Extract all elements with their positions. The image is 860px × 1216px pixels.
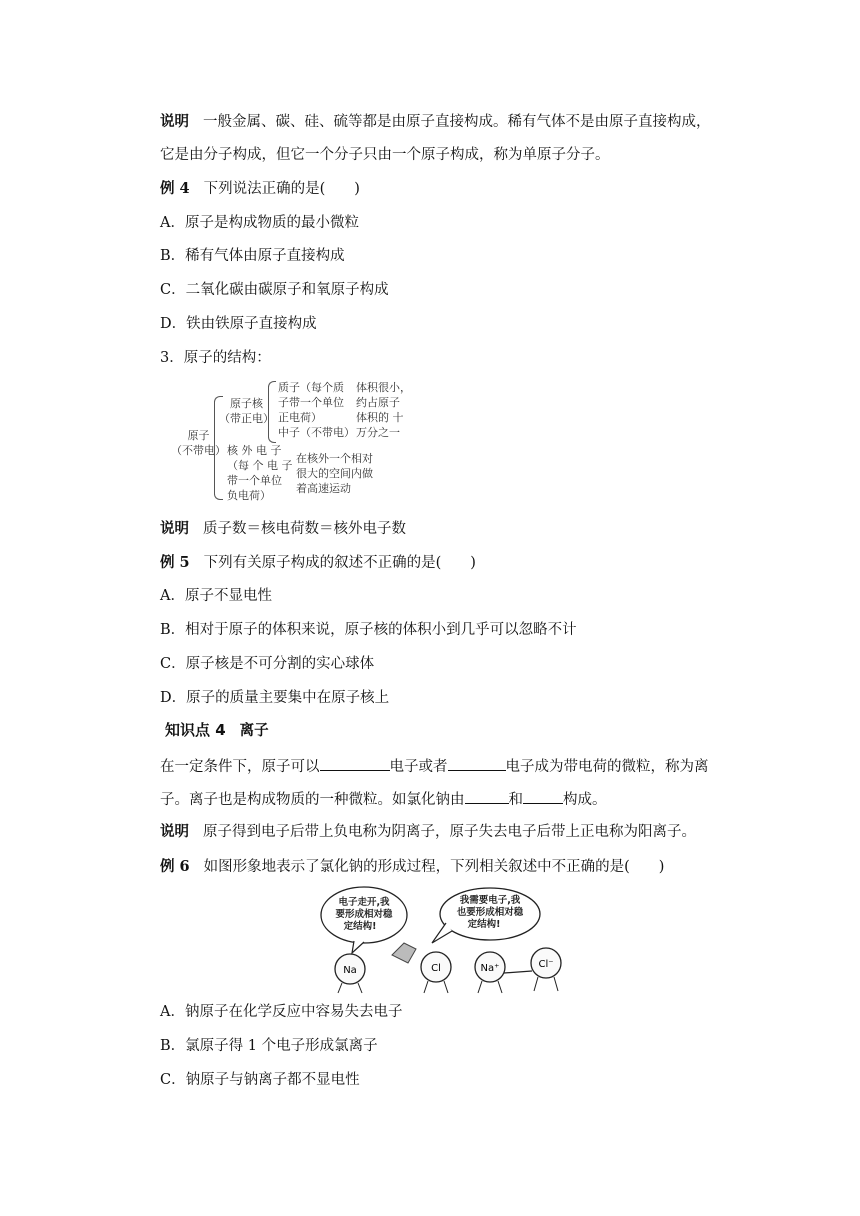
note-label: 说明 [160, 520, 189, 537]
ion-sodium [475, 952, 505, 993]
example4-option-c: C．二氧化碳由碳原子和氧原子构成 [160, 282, 389, 298]
example4-option-a: A．原子是构成物质的最小微粒 [160, 215, 359, 231]
ion-chlorine [531, 948, 561, 991]
knowledge-point-heading [165, 720, 269, 741]
example-label: 例 6 [160, 858, 190, 875]
diagram-atom: 原子 （不带电） [171, 429, 226, 457]
example-label: 例 5 [160, 554, 190, 571]
example6-option-c: C．钠原子与钠离子都不显电性 [160, 1072, 360, 1088]
bubble-left-line1: 电子走开,我 [338, 897, 390, 908]
example5-option-a: A．原子不显电性 [160, 588, 272, 604]
electron-wing [392, 943, 416, 963]
example4-option-d: D．铁由铁原子直接构成 [160, 316, 317, 332]
ball-label-cl-ion: Cl⁻ [538, 959, 554, 970]
example-question: 如图形象地表示了氯化钠的形成过程，下列相关叙述中不正确的是( ) [203, 859, 665, 875]
ball-label-na: Na [343, 965, 357, 976]
ball-label-cl: Cl [431, 963, 441, 974]
note-label: 说明 [160, 113, 189, 130]
note-text: 质子数＝核电荷数＝核外电子数 [203, 521, 406, 537]
diagram-electron-note: 在核外一个相对 很大的空间内做 着高速运动 [296, 452, 373, 495]
ion-paragraph-line2: 子。离子也是构成物质的一种微粒。如氯化钠由 和 构成。 [160, 789, 607, 810]
diagram-electron: 核 外 电 子 （每 个 电 子 带一个单位 负电荷） [227, 444, 293, 502]
fill-blank[interactable] [465, 789, 509, 804]
example6-question-line [160, 857, 664, 877]
atom-sodium [335, 954, 365, 993]
intro-note-line1 [160, 112, 711, 132]
diagram-neutron: 中子（不带电） [278, 426, 355, 439]
bubble-left-line2: 要形成相对稳 [335, 909, 393, 920]
note3-line [160, 822, 696, 842]
note-text: 原子得到电子后带上负电称为阴离子，原子失去电子后带上正电称为阳离子。 [203, 824, 696, 840]
example6-option-a: A．钠原子在化学反应中容易失去电子 [160, 1004, 403, 1020]
example-question: 下列有关原子构成的叙述不正确的是( ) [203, 555, 476, 571]
bubble-right-line2: 也要形成相对稳 [456, 907, 524, 918]
example5-option-d: D．原子的质量主要集中在原子核上 [160, 690, 390, 706]
fill-blank[interactable] [320, 756, 390, 771]
note-text: 一般金属、碳、硅、硫等都是由原子直接构成。稀有气体不是由原子直接构成， [203, 114, 711, 130]
nacl-formation-illustration [318, 883, 578, 995]
example-label: 例 4 [160, 180, 190, 197]
knowledge-title: 离子 [239, 722, 269, 739]
diagram-proton: 质子（每个质 子带一个单位 正电荷） 中子（不带电） [278, 381, 355, 439]
atom-chlorine [421, 952, 451, 993]
intro-note-line2: 它是由分子构成，但它一个分子只由一个原子构成，称为单原子分子。 [160, 147, 610, 163]
example6-option-b: B．氯原子得 1 个电子形成氯离子 [160, 1038, 378, 1054]
example-question: 下列说法正确的是( ) [203, 181, 360, 197]
bubble-right-line1: 我需要电子,我 [459, 895, 521, 906]
diagram-brace-nucleus [268, 381, 276, 443]
example5-option-c: C．原子核是不可分割的实心球体 [160, 656, 375, 672]
example4-option-b: B．稀有气体由原子直接构成 [160, 248, 345, 264]
example5-question-line [160, 553, 476, 573]
bubble-right-line3: 定结构! [467, 919, 501, 930]
ion-paragraph-line1: 在一定条件下，原子可以 电子或者 电子成为带电荷的微粒，称为离 [160, 756, 709, 777]
note-label: 说明 [160, 823, 189, 840]
example4-question-line [160, 179, 360, 199]
fill-blank[interactable] [448, 756, 506, 771]
note2-line [160, 519, 406, 539]
fill-blank[interactable] [523, 789, 563, 804]
section3-title: 3．原子的结构： [160, 350, 271, 366]
knowledge-label: 知识点 4 [165, 721, 226, 739]
diagram-nucleus: 原子核 （带正电） [219, 397, 274, 425]
holding-hands [504, 971, 532, 973]
example5-option-b: B．相对于原子的体积来说，原子核的体积小到几乎可以忽略不计 [160, 622, 577, 638]
ball-label-na-ion: Na⁺ [480, 963, 500, 974]
bubble-left-line3: 定结构! [343, 921, 377, 932]
diagram-nucleus-note: 体积很小， 约占原子 体积的 十 万分之一 [356, 381, 411, 439]
